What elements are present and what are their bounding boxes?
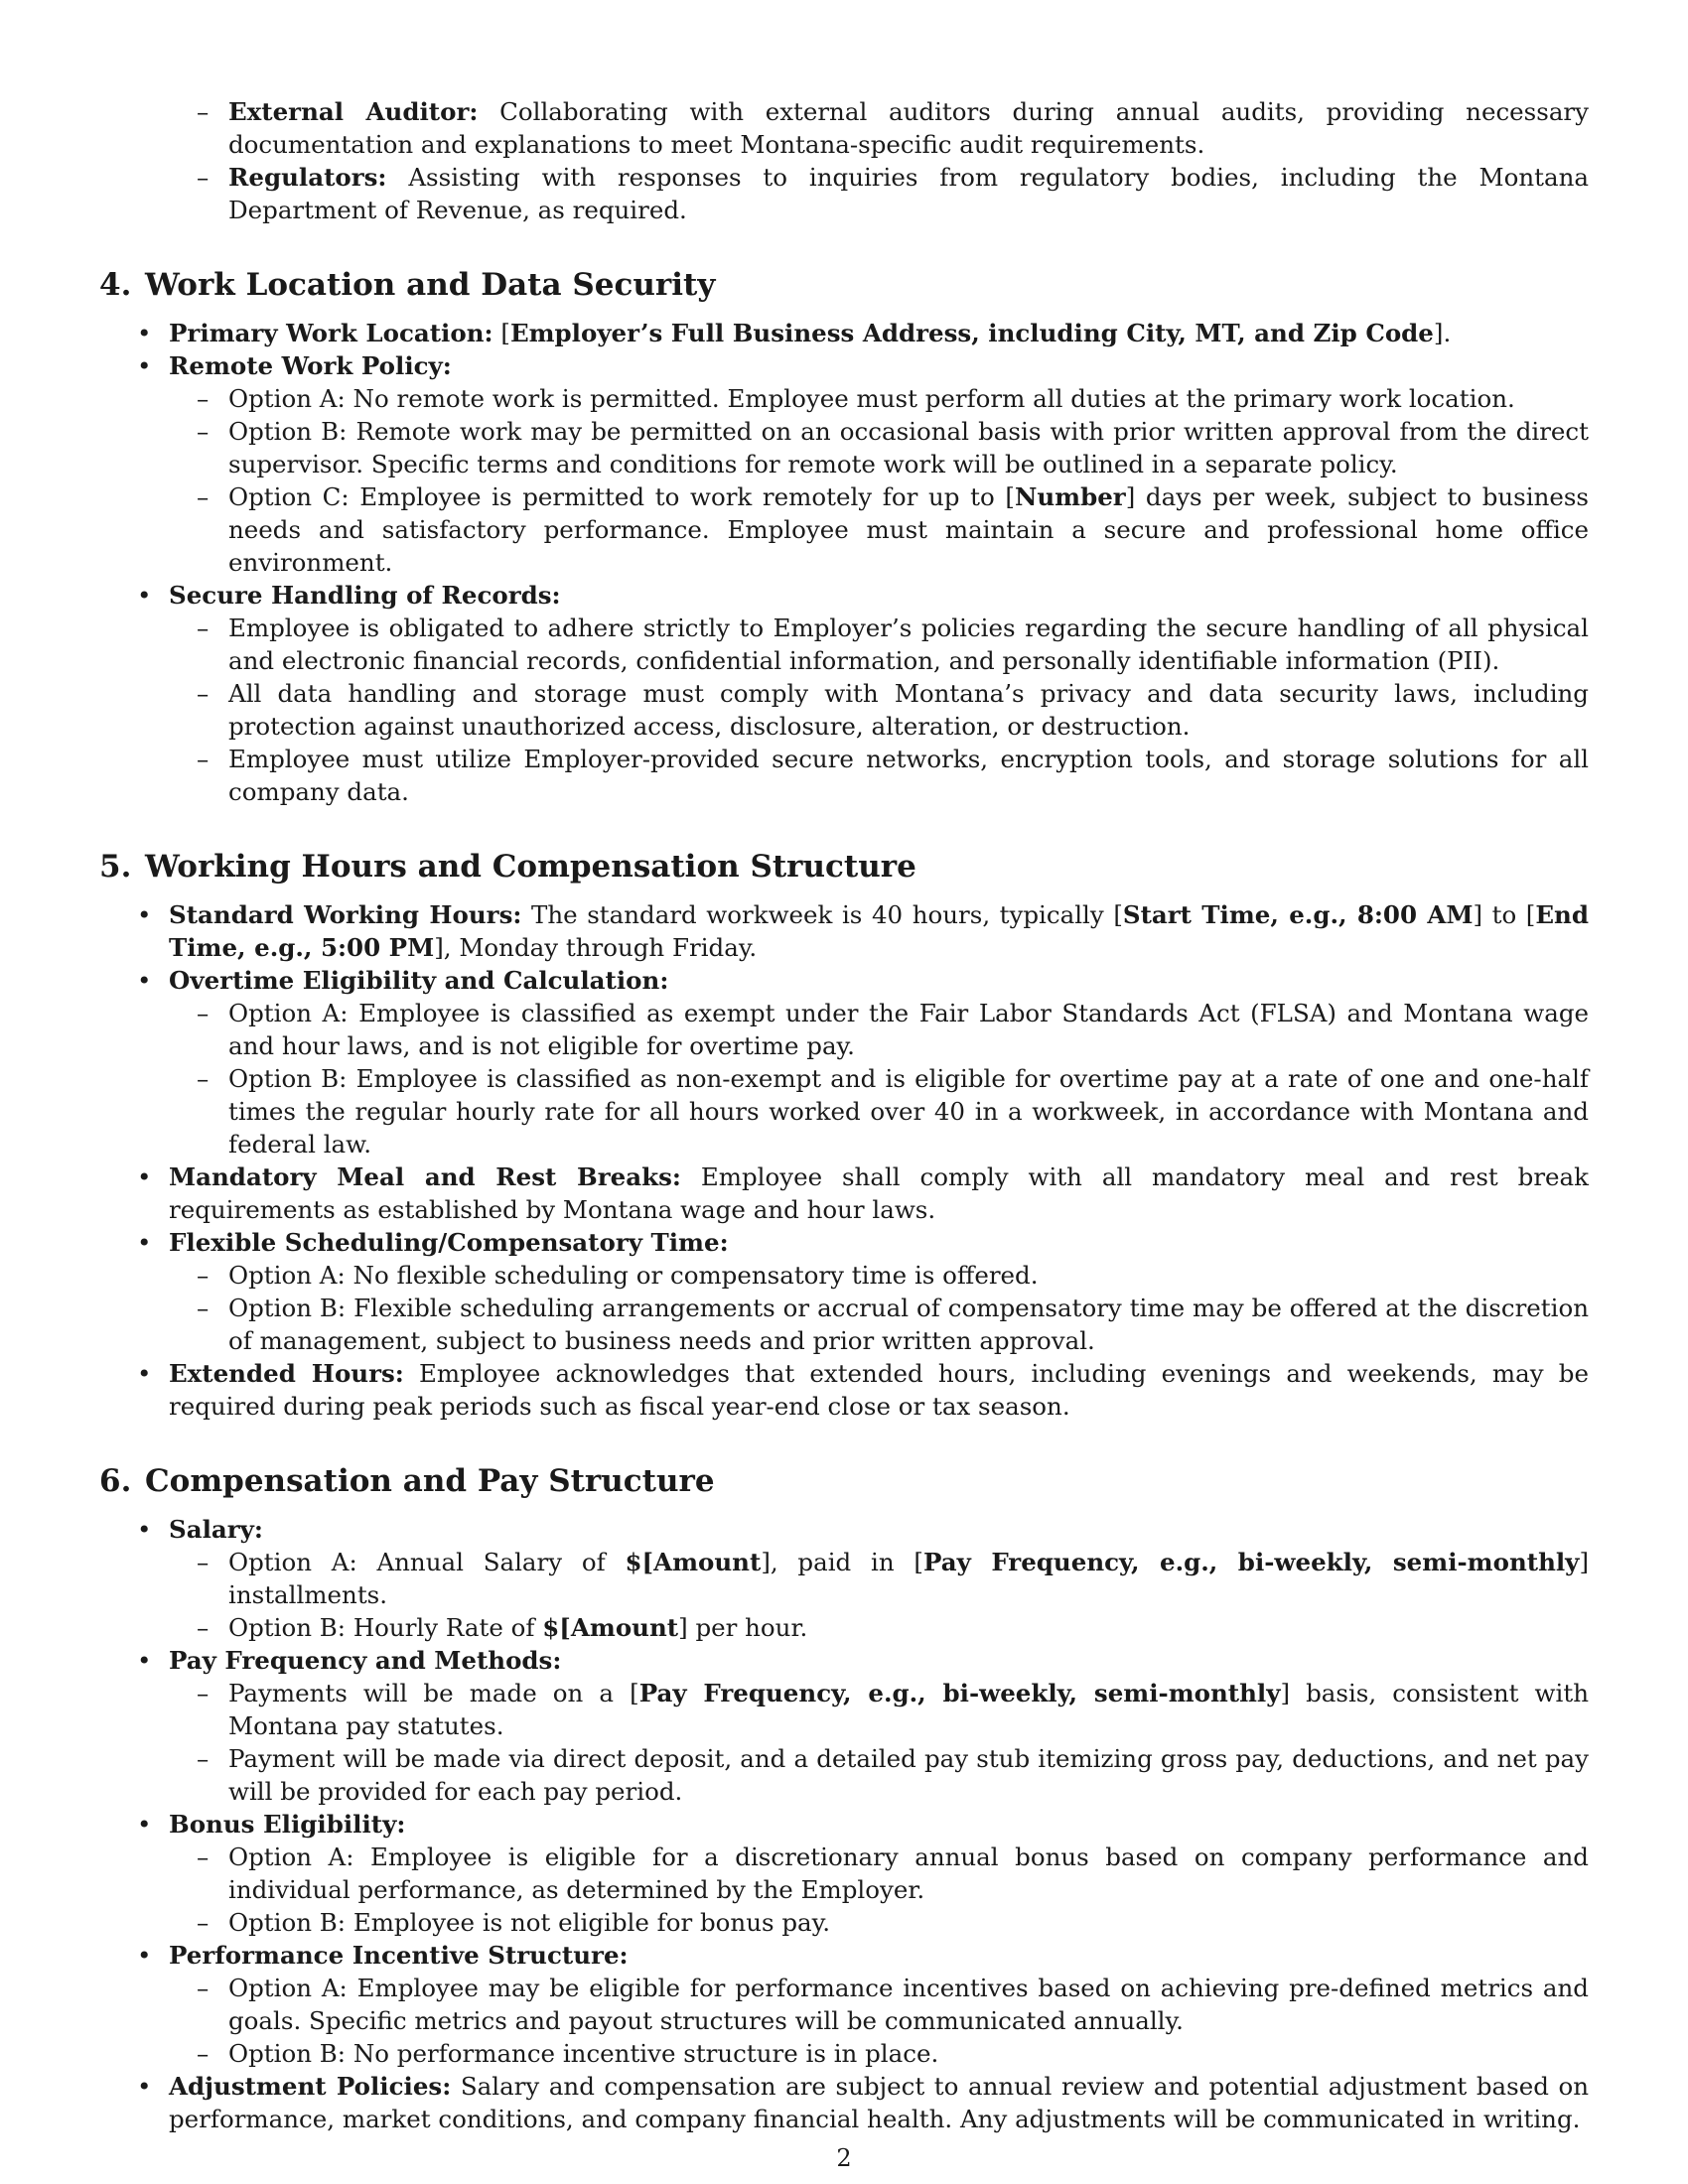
section-heading-5 <box>99 847 1589 887</box>
sub-list-item <box>99 677 1589 743</box>
list-item <box>99 964 1589 1160</box>
list-item <box>99 1808 1589 1939</box>
item-text: Option A: No flexible scheduling or compensatory time is offered. <box>228 1261 1039 1290</box>
item-text: Assisting with responses to inquiries from regulatory bodies, including the Montana Department of Revenue, as required. <box>228 163 1589 224</box>
item-text: Option B: Employee is not eligible for bonus pay. <box>228 1908 831 1937</box>
item-text: Collaborating with external auditors during annual audits, providing necessary documentation and explanations to meet Montana-specific audit requirements. <box>228 97 1589 159</box>
placeholder-field: Number <box>1014 482 1126 511</box>
item-label: Extended Hours: <box>169 1359 404 1388</box>
bullet-marker: • <box>137 1162 152 1191</box>
item-label: Standard Working Hours: <box>169 900 522 929</box>
sub-list <box>99 1546 1589 1644</box>
list-item <box>99 579 1589 808</box>
bullet-marker: • <box>137 1646 152 1675</box>
item-text: All data handling and storage must comply with Montana’s privacy and data security laws, including protection against unauthorized access, disclosure, alteration, or destruction. <box>228 679 1589 741</box>
dash-marker: – <box>197 1974 210 2002</box>
sub-list-item <box>99 1841 1589 1906</box>
sub-list-item <box>99 997 1589 1062</box>
section-title: Working Hours and Compensation Structure <box>145 849 916 885</box>
list-item <box>99 349 1589 579</box>
item-text: ] to [ <box>1473 900 1536 929</box>
sub-list-item <box>99 2037 1589 2070</box>
item-text: Option A: Employee is classified as exempt under the Fair Labor Standards Act (FLSA) and Montana wage and hour laws, and is not eligible for overtime pay. <box>228 999 1589 1060</box>
sub-list <box>99 1972 1589 2070</box>
list-item <box>99 1226 1589 1357</box>
item-text: ], Monday through Friday. <box>434 933 758 962</box>
placeholder-field: Pay Frequency, e.g., bi-weekly, semi-monthly <box>638 1679 1281 1707</box>
dash-marker: – <box>197 482 210 511</box>
bullet-marker: • <box>137 900 152 929</box>
dash-marker: – <box>197 1908 210 1937</box>
list-item <box>99 95 1589 161</box>
item-text: Option B: No performance incentive structure is in place. <box>228 2039 939 2068</box>
sub-list <box>99 612 1589 808</box>
bullet-marker: • <box>137 1941 152 1970</box>
list-item <box>99 898 1589 964</box>
dash-marker: – <box>197 1548 210 1576</box>
bullet-marker: • <box>137 2072 152 2101</box>
dash-marker: – <box>197 97 210 126</box>
sub-list-item <box>99 1906 1589 1939</box>
auditor-regulator-list <box>99 95 1589 226</box>
item-text: ]. <box>1433 319 1452 347</box>
dash-marker: – <box>197 417 210 446</box>
item-label: Remote Work Policy: <box>169 351 452 380</box>
item-label: Bonus Eligibility: <box>169 1810 406 1839</box>
placeholder-field: Pay Frequency, e.g., bi-weekly, semi-monthly <box>922 1548 1580 1576</box>
item-text: ] basis, consistent with Montana pay statutes. <box>228 1679 1589 1740</box>
list-item <box>99 317 1589 349</box>
item-text: Employee must utilize Employer-provided secure networks, encryption tools, and storage solutions for all company data. <box>228 745 1589 806</box>
section-number: 6. <box>99 1463 132 1499</box>
dash-marker: – <box>197 1294 210 1322</box>
dash-marker: – <box>197 999 210 1027</box>
item-label: Mandatory Meal and Rest Breaks: <box>169 1162 681 1191</box>
item-label: Overtime Eligibility and Calculation: <box>169 966 669 995</box>
sub-list-item <box>99 1546 1589 1611</box>
list-item <box>99 1939 1589 2070</box>
sub-list-item <box>99 1062 1589 1160</box>
placeholder-field: Employer’s Full Business Address, including City, MT, and Zip Code <box>509 319 1434 347</box>
sub-list <box>99 1841 1589 1939</box>
sub-list-item <box>99 743 1589 808</box>
item-text: Option A: No remote work is permitted. Employee must perform all duties at the primary work location. <box>228 384 1515 413</box>
section-title: Work Location and Data Security <box>145 267 716 303</box>
item-text: Option B: Remote work may be permitted on an occasional basis with prior written approval from the direct supervisor. Specific terms and conditions for remote work will be outlined in a separate policy. <box>228 417 1589 478</box>
document-page <box>99 95 1589 2135</box>
section-5-list <box>99 898 1589 1423</box>
item-text: Payments will be made on a [ <box>228 1679 639 1707</box>
item-label: Regulators: <box>228 163 387 192</box>
item-text: Option C: Employee is permitted to work remotely for up to [ <box>228 482 1015 511</box>
item-text: Payment will be made via direct deposit, and a detailed pay stub itemizing gross pay, deductions, and net pay will be provided for each pay period. <box>228 1744 1589 1806</box>
sub-list <box>99 1677 1589 1808</box>
dash-marker: – <box>197 384 210 413</box>
item-text: ] per hour. <box>678 1613 808 1642</box>
list-item <box>99 1357 1589 1423</box>
sub-list-item <box>99 1259 1589 1292</box>
item-text: Employee is obligated to adhere strictly to Employer’s policies regarding the secure handling of all physical and electronic financial records, confidential information, and personally identifiable information (PII). <box>228 614 1589 675</box>
sub-list-item <box>99 480 1589 579</box>
bullet-marker: • <box>137 966 152 995</box>
item-text: Option B: Flexible scheduling arrangements or accrual of compensatory time may be offered at the discretion of management, subject to business needs and prior written approval. <box>228 1294 1589 1355</box>
section-heading-6 <box>99 1461 1589 1501</box>
sub-list-item <box>99 382 1589 415</box>
bullet-marker: • <box>137 581 152 610</box>
sub-list <box>99 997 1589 1160</box>
bullet-marker: • <box>137 319 152 347</box>
sub-list-item <box>99 415 1589 480</box>
placeholder-field: $[Amount <box>542 1613 679 1642</box>
item-text: Employee shall comply with all mandatory meal and rest break requirements as established by Montana wage and hour laws. <box>169 1162 1590 1224</box>
item-label: Adjustment Policies: <box>169 2072 452 2101</box>
sub-list-item <box>99 1611 1589 1644</box>
list-item <box>99 161 1589 226</box>
sub-list-item <box>99 1677 1589 1742</box>
sub-list-item <box>99 1742 1589 1808</box>
item-text: ], paid in [ <box>761 1548 923 1576</box>
dash-marker: – <box>197 614 210 642</box>
dash-marker: – <box>197 1679 210 1707</box>
dash-marker: – <box>197 1064 210 1093</box>
item-text: Salary and compensation are subject to annual review and potential adjustment based on performance, market conditions, and company financial health. Any adjustments will be communicated in writing. <box>169 2072 1589 2133</box>
bullet-marker: • <box>137 1228 152 1257</box>
item-text: Option B: Hourly Rate of <box>228 1613 543 1642</box>
section-title: Compensation and Pay Structure <box>145 1463 715 1499</box>
dash-marker: – <box>197 1261 210 1290</box>
list-item <box>99 1160 1589 1226</box>
sub-list-item <box>99 612 1589 677</box>
item-text: ] days per week, subject to business needs and satisfactory performance. Employee must maintain a secure and professional home office environment. <box>228 482 1590 577</box>
item-label: External Auditor: <box>228 97 479 126</box>
dash-marker: – <box>197 679 210 708</box>
bullet-marker: • <box>137 1359 152 1388</box>
item-text: Option A: Employee is eligible for a discretionary annual bonus based on company performance and individual performance, as determined by the Employer. <box>228 1843 1589 1904</box>
item-text: The standard workweek is 40 hours, typically [ <box>521 900 1123 929</box>
item-label: Secure Handling of Records: <box>169 581 561 610</box>
placeholder-field: Start Time, e.g., 8:00 AM <box>1122 900 1474 929</box>
dash-marker: – <box>197 1843 210 1871</box>
item-label: Primary Work Location: <box>169 319 493 347</box>
item-text: ] installments. <box>228 1548 1589 1609</box>
item-text: Option B: Employee is classified as non-exempt and is eligible for overtime pay at a rate of one and one-half times the regular hourly rate for all hours worked over 40 in a workweek, in accordance with Montana and federal law. <box>228 1064 1589 1159</box>
item-label: Pay Frequency and Methods: <box>169 1646 562 1675</box>
section-6-list <box>99 1513 1589 2135</box>
dash-marker: – <box>197 745 210 773</box>
item-text: [ <box>492 319 510 347</box>
dash-marker: – <box>197 1613 210 1642</box>
sub-list <box>99 1259 1589 1357</box>
dash-marker: – <box>197 2039 210 2068</box>
page-number: 2 <box>836 2144 852 2172</box>
item-label: Performance Incentive Structure: <box>169 1941 629 1970</box>
bullet-marker: • <box>137 351 152 380</box>
dash-marker: – <box>197 163 210 192</box>
list-item <box>99 1644 1589 1808</box>
item-label: Salary: <box>169 1515 263 1544</box>
bullet-marker: • <box>137 1515 152 1544</box>
sub-list <box>99 382 1589 579</box>
section-4-list <box>99 317 1589 808</box>
placeholder-field: End Time, e.g., 5:00 PM <box>169 900 1589 962</box>
section-number: 4. <box>99 267 132 303</box>
placeholder-field: $[Amount <box>625 1548 762 1576</box>
dash-marker: – <box>197 1744 210 1773</box>
item-text: Option A: Annual Salary of <box>228 1548 626 1576</box>
section-number: 5. <box>99 849 132 885</box>
item-label: Flexible Scheduling/Compensatory Time: <box>169 1228 729 1257</box>
sub-list-item <box>99 1972 1589 2037</box>
sub-list-item <box>99 1292 1589 1357</box>
item-text: Employee acknowledges that extended hours, including evenings and weekends, may be required during peak periods such as fiscal year-end close or tax season. <box>169 1359 1589 1421</box>
item-text: Option A: Employee may be eligible for performance incentives based on achieving pre-defined metrics and goals. Specific metrics and payout structures will be communicated annually. <box>228 1974 1589 2035</box>
list-item <box>99 1513 1589 1644</box>
list-item <box>99 2070 1589 2135</box>
section-heading-4 <box>99 265 1589 305</box>
bullet-marker: • <box>137 1810 152 1839</box>
